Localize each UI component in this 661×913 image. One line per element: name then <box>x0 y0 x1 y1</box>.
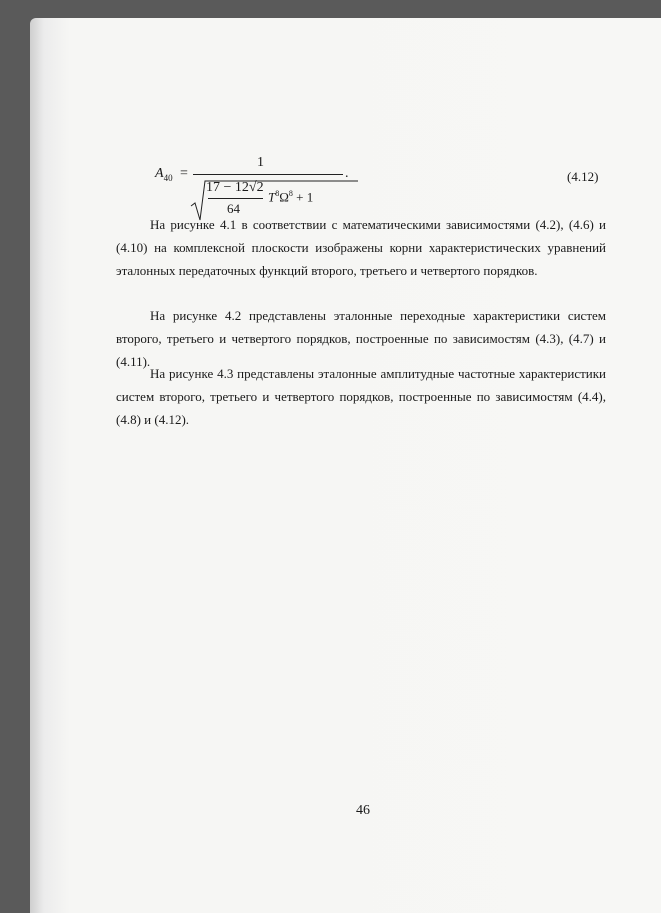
document-page <box>30 18 661 913</box>
paragraph-figure-4-2: На рисунке 4.2 представлены эталонные переходные характеристики систем второго, третьего и четвертого порядков, построенные по зависимостям (4.3), (4.7) и (4.11). <box>116 308 606 369</box>
formula-period: . <box>345 166 349 181</box>
formula-numerator: 1 <box>257 155 264 170</box>
formula-equals: = <box>180 166 188 181</box>
formula-lhs: $A_{40}$ <box>155 166 173 183</box>
radicand-terms: $T^8\Omega^8 + 1$ <box>268 189 314 205</box>
paragraph-figure-4-3: На рисунке 4.3 представлены эталонные амплитудные частотные характеристики систем второго, третьего и четвертого порядков, построенные по зависимостям (4.4), (4.8) и (4.12). <box>116 366 606 427</box>
radicand-numerator: 17 − 12√2 <box>206 180 264 195</box>
inner-fraction-bar <box>208 198 263 199</box>
radicand-denominator: 64 <box>227 201 240 216</box>
page-number: 46 <box>356 803 370 818</box>
fraction-bar <box>193 174 343 175</box>
paragraph-figure-4-1: На рисунке 4.1 в соответствии с математическими зависимостями (4.2), (4.6) и (4.10) на комплексной плоскости изображены корни характеристических уравнений эталонных передаточных функций второго, третьего и четвертого порядков. <box>116 217 606 278</box>
equation-number: (4.12) <box>567 169 599 184</box>
